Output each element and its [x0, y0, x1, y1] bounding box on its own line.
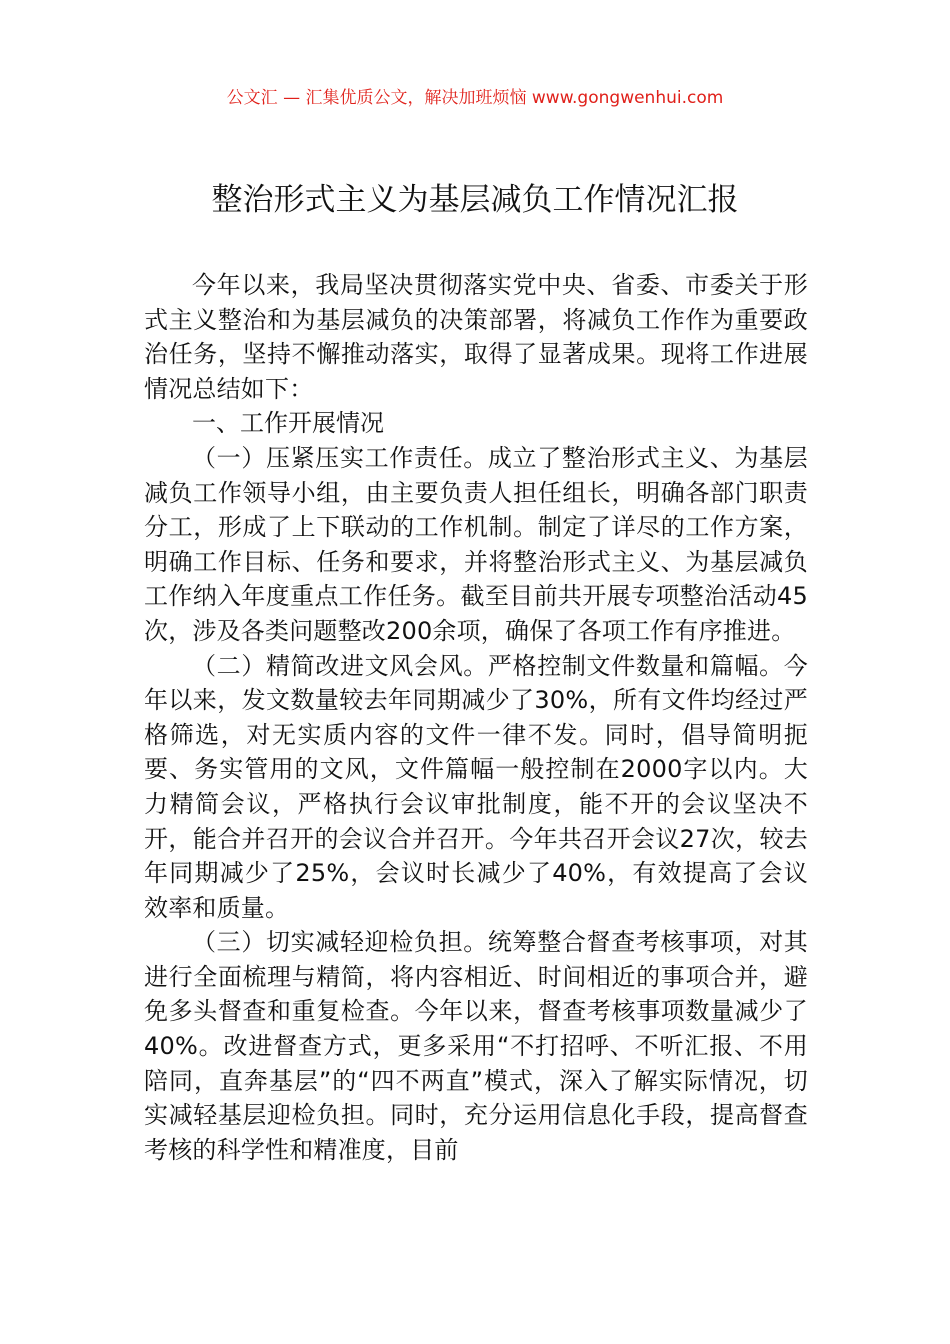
header-banner: 公文汇 — 汇集优质公文，解决加班烦恼 www.gongwenhui.com — [226, 88, 724, 108]
document-title: 整治形式主义为基层减负工作情况汇报 — [211, 182, 739, 218]
paragraph-1: （一）压紧压实工作责任。成立了整治形式主义、为基层减负工作领导小组，由主要负责人担任组长，明确各部门职责分工，形成了上下联动的工作机制。制定了详尽的工作方案，明确工作目标、任务和要求，并将整治形式主义、为基层减负工作纳入年度重点工作任务。截至目前共开展专项整治活动45次，涉及各类问题整改200余项，确保了各项工作有序推进。 — [144, 443, 808, 645]
paragraph-2: （二）精简改进文风会风。严格控制文件数量和篇幅。今年以来，发文数量较去年同期减少了30%，所有文件均经过严格筛选，对无实质内容的文件一律不发。同时，倡导简明扼要、务实管用的文风，文件篇幅一般控制在2000字以内。大力精简会议，严格执行会议审批制度，能不开的会议坚决不开，能合并召开的会议合并召开。今年共召开会议27次，较去年同期减少了25%，会议时长减少了40%，有效提高了会议效率和质量。 — [144, 651, 808, 922]
document-body — [144, 268, 808, 1167]
paragraph-3: （三）切实减轻迎检负担。统筹整合督查考核事项，对其进行全面梳理与精简，将内容相近、时间相近的事项合并，避免多头督查和重复检查。今年以来，督查考核事项数量减少了40%。改进督查方式，更多采用“不打招呼、不听汇报、不用陪同，直奔基层”的“四不两直”模式，深入了解实际情况，切实减轻基层迎检负担。同时，充分运用信息化手段，提高督查考核的科学性和精准度，目前 — [144, 928, 808, 1164]
intro-paragraph: 今年以来，我局坚决贯彻落实党中央、省委、市委关于形式主义整治和为基层减负的决策部署，将减负工作作为重要政治任务，坚持不懈推动落实，取得了显著成果。现将工作进展情况总结如下： — [144, 271, 808, 403]
section-heading: 一、工作开展情况 — [192, 409, 384, 438]
